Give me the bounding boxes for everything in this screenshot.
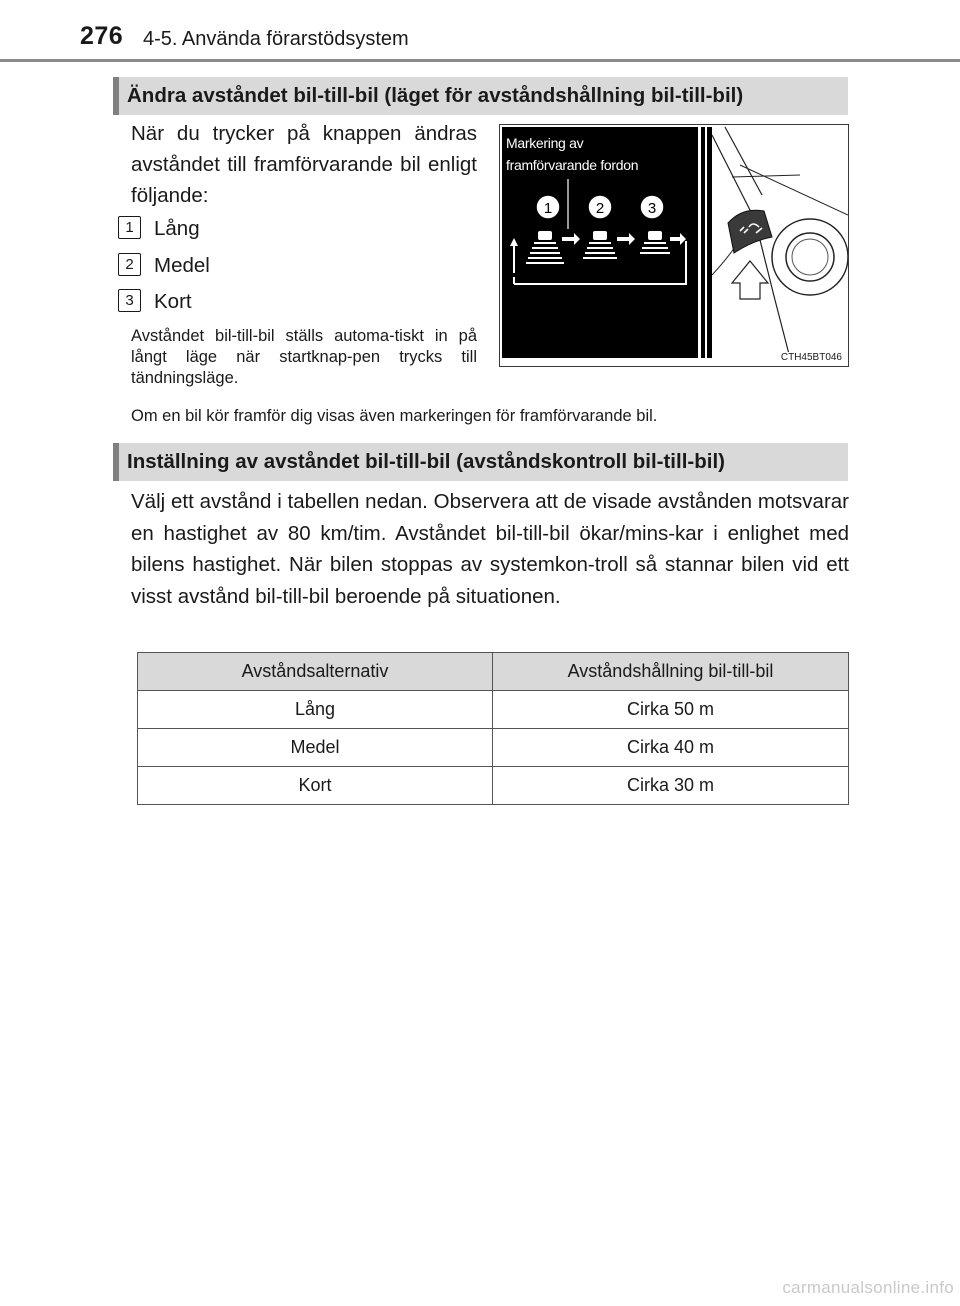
callout-line-2: framförvarande fordon (506, 157, 639, 173)
table-header-cell: Avståndshållning bil-till-bil (493, 653, 849, 691)
table-cell: Cirka 30 m (493, 767, 849, 805)
table-cell: Cirka 40 m (493, 729, 849, 767)
chapter-title: 4-5. Använda förarstödsystem (143, 28, 409, 50)
marker-2-label: 2 (595, 200, 605, 217)
table-cell: Kort (138, 767, 493, 805)
table-row (138, 691, 849, 729)
table-cell: Medel (138, 729, 493, 767)
section-heading-distance-mode: Ändra avståndet bil-till-bil (läget för avståndshållning bil-till-bil) (113, 77, 848, 115)
option-label: Lång (154, 217, 200, 240)
note-startup-default: Avståndet bil-till-bil ställs automa-tiskt in på långt läge när startknap-pen trycks till tändningsläge. (131, 327, 477, 387)
option-medium (118, 251, 210, 281)
table-header-cell: Avståndsalternativ (138, 653, 493, 691)
marker-1-label: 1 (543, 200, 553, 217)
distance-table (137, 652, 849, 805)
intro-text: När du trycker på knappen ändras avståndet till framförvarande bil enligt följande: (131, 122, 477, 207)
distance-switch-illustration (499, 124, 849, 367)
page-number: 276 (80, 22, 124, 50)
table-cell: Lång (138, 691, 493, 729)
table-row (138, 729, 849, 767)
section-heading-distance-control: Inställning av avståndet bil-till-bil (avståndskontroll bil-till-bil) (113, 443, 848, 481)
figure-code: CTH45BT046 (780, 352, 842, 363)
option-label: Medel (154, 254, 210, 277)
table-row (138, 767, 849, 805)
option-number-badge: 1 (118, 216, 141, 239)
option-number-badge: 3 (118, 289, 141, 312)
table-header-row (138, 653, 849, 691)
option-long (118, 214, 200, 244)
watermark-text: carmanualsonline.info (782, 1278, 954, 1297)
marker-3-label: 3 (647, 200, 657, 217)
table-cell: Cirka 50 m (493, 691, 849, 729)
option-label: Kort (154, 290, 192, 313)
option-number-badge: 2 (118, 253, 141, 276)
header-rule (0, 59, 960, 62)
distance-paragraph: Välj ett avstånd i tabellen nedan. Observera att de visade avstånden motsvarar en hastighet av 80 km/tim. Avståndet bil-till-bil ökar/mins-kar i enlighet med bilens hastighet. När bilen stoppas av systemkon-troll så stannar bilen vid ett visst avstånd bil-till-bil beroende på situationen. (131, 490, 849, 608)
callout-line-1: Markering av (506, 135, 584, 151)
option-short (118, 287, 192, 317)
figure-callout-label (506, 132, 638, 176)
note-preceding-vehicle: Om en bil kör framför dig visas även markeringen för framförvarande bil. (131, 407, 658, 425)
